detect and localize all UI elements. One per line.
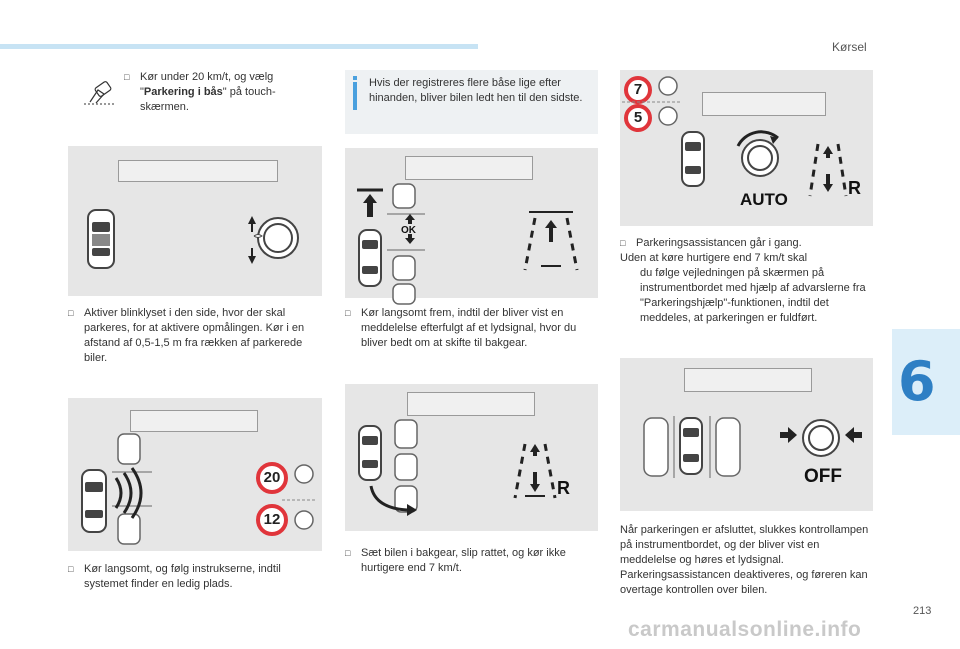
step6-rest: du følge vejledningen på skærmen på instrumentbordet med hjælp af advarslerne fra "Parkeringshjælp"-funktionen, indtil det meddeles, at parkeringen er fuldført. xyxy=(640,267,866,324)
parking-guide-icon xyxy=(513,440,557,500)
illustration-drive-forward xyxy=(345,148,598,298)
watermark: carmanualsonline.info xyxy=(628,618,862,641)
bullet-icon: □ xyxy=(68,308,74,318)
speed-sign-5: 5 xyxy=(624,104,652,132)
info-icon xyxy=(353,82,357,110)
page-number: 213 xyxy=(913,605,932,617)
step5-text: □ Sæt bilen i bakgear, slip rattet, og kør ikke hurtigere end 7 km/t. xyxy=(345,547,566,574)
info-note-text: Hvis der registreres flere båse lige efter hinanden, bliver bilen ledt hen til den sidste. xyxy=(369,77,583,104)
chapter-number: 6 xyxy=(898,350,936,413)
car-icon xyxy=(86,208,116,270)
steering-wheel-icon xyxy=(292,464,316,534)
illustration-reverse xyxy=(345,384,598,531)
step6-text: □ Parkeringsassistancen går i gang. Uden at køre hurtigere end 7 km/t skal du følge vejledningen på skærmen på instrumentbordet med hjælp af advarslerne fra "Parkeringshjælp"-funktionen, indtil det meddeles, at parkeringen er fuldført. xyxy=(620,236,873,326)
touchscreen-hand-icon xyxy=(82,78,118,108)
car-icon xyxy=(680,130,706,188)
car-icon xyxy=(357,228,383,288)
forward-arrow-icon xyxy=(355,188,385,222)
section-title: Kørsel xyxy=(832,40,867,54)
step6-line2: Uden at køre hurtigere end 7 km/t skal xyxy=(620,252,808,264)
auto-label: AUTO xyxy=(740,190,788,209)
car-icon xyxy=(80,468,108,534)
sensor-waves-icon xyxy=(112,468,152,518)
bullet-icon: □ xyxy=(124,72,130,82)
info-note xyxy=(345,70,598,134)
steering-wheel-icon xyxy=(238,212,308,268)
step1-text: □ Kør under 20 km/t, og vælg "Parkering i bås" på touch- skærmen. xyxy=(124,71,276,113)
speed-sign-12: 12 xyxy=(256,504,288,536)
step3-text: □ Kør langsomt, og følg instrukserne, indtil systemet finder en ledig plads. xyxy=(68,563,281,590)
reverse-label: R xyxy=(557,478,570,498)
illustration-blinker xyxy=(68,146,322,296)
hands-on-wheel-icon xyxy=(778,414,864,464)
car-icon xyxy=(357,424,383,482)
speed-sign-20: 20 xyxy=(256,462,288,494)
speed-sign-7: 7 xyxy=(624,76,652,104)
bullet-icon: □ xyxy=(345,308,351,318)
ok-label: OK xyxy=(401,225,416,236)
illustration-off xyxy=(620,358,873,511)
car-icon xyxy=(678,416,704,476)
off-label: OFF xyxy=(804,466,842,487)
step4-text: □ Kør langsomt frem, indtil der bliver vist en meddelelse efterfulgt af et lydsignal, hvor du bliver bedt om at skifte til bakgear. xyxy=(345,307,577,349)
reverse-arrow-icon xyxy=(369,484,419,516)
step2-text: □ Aktiver blinklyset i den side, hvor der skal parkeres, for at aktivere opmålingen. Kør i en afstand af 0,5-1,5 m fra rækken af parkerede biler. xyxy=(68,307,305,364)
reverse-label: R xyxy=(848,178,861,198)
bullet-icon: □ xyxy=(620,238,626,248)
illustration-search-space xyxy=(68,398,322,551)
header-bar xyxy=(0,44,478,49)
bullet-icon: □ xyxy=(345,548,351,558)
bullet-icon: □ xyxy=(68,564,74,574)
steering-wheel-icon xyxy=(656,74,680,134)
parking-guide-icon xyxy=(808,140,848,198)
parking-guide-icon xyxy=(523,210,579,272)
closing-text: Når parkeringen er afsluttet, slukkes kontrollampen på instrumentbordet, og der bliver vist en meddelelse og høres et lydsignal. Parkeringsassistancen deaktiveres, og føreren kan overtage kontrollen over bilen. xyxy=(620,524,869,596)
illustration-auto xyxy=(620,70,873,226)
auto-steering-icon xyxy=(732,130,788,186)
